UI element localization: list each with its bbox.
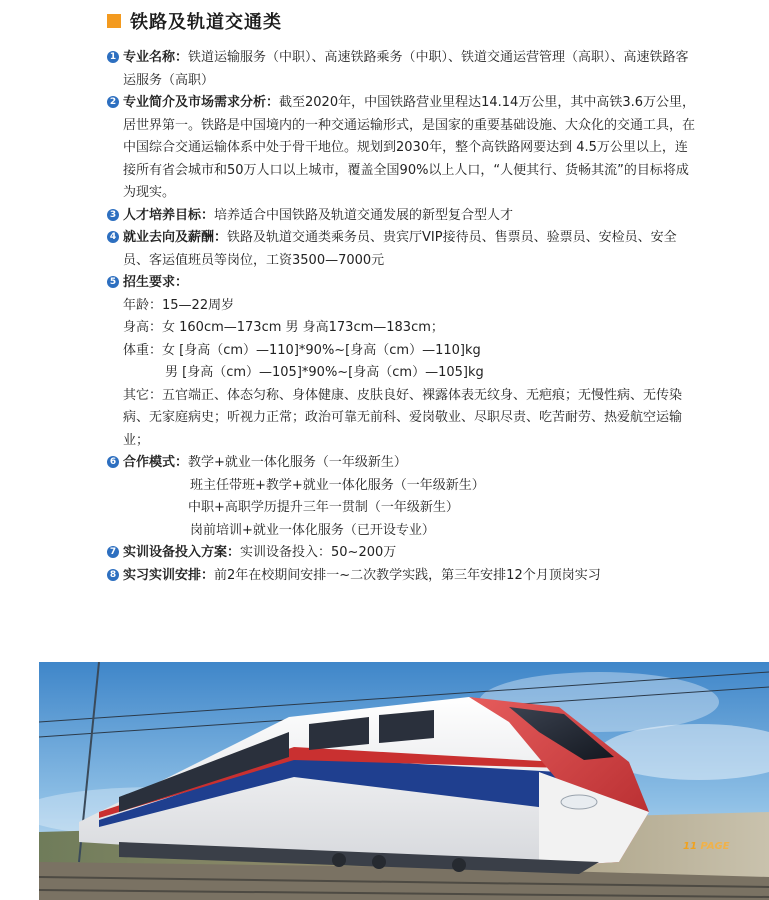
list-item [107,542,699,565]
number-badge: 6 [107,456,119,468]
item-label: 人才培养目标： [123,207,215,223]
coop-line: 中职+高职学历提升三年一贯制（一年级新生） [188,500,459,515]
list-item [107,92,699,205]
item-text: 培养适合中国铁路及轨道交通发展的新型复合型人才 [214,207,514,223]
number-badge: 1 [107,51,119,63]
list-item [107,47,699,92]
number-badge: 4 [107,231,119,243]
list-item [107,205,699,228]
item-label: 实训设备投入方案： [123,545,241,560]
coop-line: 教学+就业一体化服务（一年级新生） [188,455,407,470]
number-badge: 7 [107,546,119,558]
number-badge: 3 [107,209,119,221]
coop-line: 班主任带班+教学+就业一体化服务（一年级新生） [190,477,485,493]
coop-item [107,452,699,475]
orange-square-icon [107,14,121,28]
item-label: 实习实训安排： [123,567,215,583]
page-word: PAGE [700,841,730,852]
item-text: 铁道运输服务（中职）、高速铁路乘务（中职）、铁道交通运营管理（高职）、高速铁路客运服务（高职） [123,50,689,88]
content-body [107,47,699,587]
item-text: 实训设备投入：50~200万 [240,545,397,560]
item-label: 就业去向及薪酬： [123,230,228,245]
list-item [107,227,699,272]
item-label: 合作模式： [123,455,189,470]
section-header [107,8,282,34]
page-number-value: 11 [683,841,697,852]
train-photo [39,662,769,900]
number-badge: 8 [107,569,119,581]
number-badge: 5 [107,276,119,288]
list-item [107,565,699,588]
req-weight-female: 体重：女 [身高（cm）—110]*90%~[身高（cm）—110]kg [123,342,481,358]
item-text: 前2年在校期间安排一~二次教学实践，第三年安排12个月顶岗实习 [214,567,601,583]
page-number [683,841,730,852]
req-height: 身高：女 160cm—173cm 男 身高173cm—183cm； [123,320,444,335]
section-title: 铁路及轨道交通类 [130,12,282,33]
req-weight-male: 男 [身高（cm）—105]*90%~[身高（cm）—105]kg [165,365,484,380]
item-label: 专业简介及市场需求分析： [123,95,280,110]
req-other: 其它：五官端正、体态匀称、身体健康、皮肤良好、裸露体表无纹身、无疤痕；无慢性病、无传染病、无家庭病史；听视力正常；政治可靠无前科、爱岗敬业、尽职尽责、吃苦耐劳、热爱航空运输业； [123,387,683,448]
number-badge: 2 [107,96,119,108]
coop-line: 岗前培训+就业一体化服务（已开设专业） [190,522,435,538]
item-text: 截至2020年，中国铁路营业里程达14.14万公里，其中高铁3.6万公里，居世界第一。铁路是中国境内的一种交通运输形式，是国家的重要基础设施、大众化的交通工具，在中国综合交通运输体系中处于骨干地位。规划到2030年，整个高铁路网要达到 4.5万公里以上，连接所有省会城市和50万人口以上城市，覆盖全国90%以上人口，“人便其行、货畅其流”的目标将成为现实。 [123,95,696,200]
item-label: 招生要求： [123,275,189,290]
req-age: 年龄：15—22周岁 [123,297,235,313]
item-label: 专业名称： [123,50,189,65]
requirements-item [107,272,699,295]
item-text: 铁路及轨道交通类乘务员、贵宾厅VIP接待员、售票员、验票员、安检员、安全员、客运值班员等岗位，工资3500—7000元 [123,230,677,268]
